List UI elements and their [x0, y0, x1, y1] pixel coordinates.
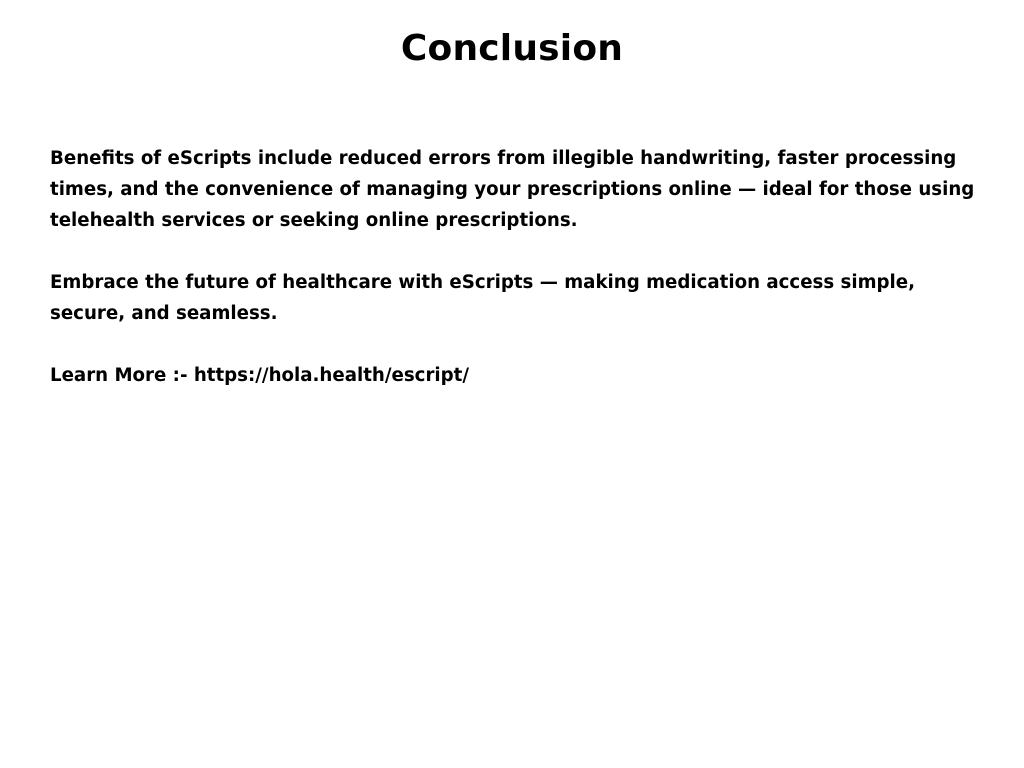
slide-body [50, 143, 985, 391]
embrace-paragraph: Embrace the future of healthcare with eScripts — making medication access simple, secure, and seamless. [50, 272, 916, 324]
benefits-paragraph: Benefits of eScripts include reduced errors from illegible handwriting, faster processing times, and the convenience of managing your prescriptions online — ideal for those using telehealth services or seeking online prescriptions. [50, 148, 975, 231]
slide-title: Conclusion [400, 28, 624, 69]
learn-more-paragraph: Learn More :- https://hola.health/escript/ [50, 365, 470, 386]
